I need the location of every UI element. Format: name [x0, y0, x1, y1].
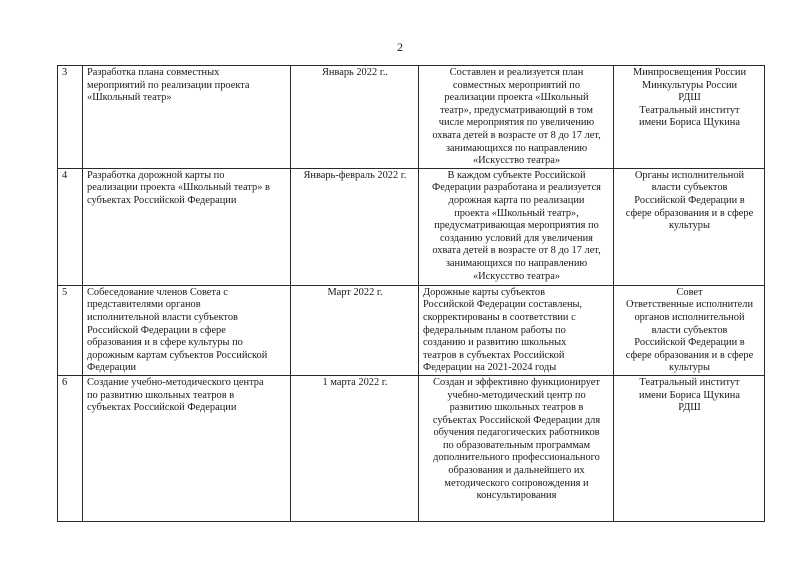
- result-text-line: проекта «Школьный театр»,: [454, 207, 579, 219]
- action-plan-table: [57, 65, 765, 522]
- task-text-line: Разработка дорожной карты по: [87, 169, 225, 181]
- row-number: 3: [62, 67, 68, 78]
- responsible-text-line: культуры: [669, 362, 710, 374]
- responsible-text-line: сфере образования и в сфере: [625, 349, 754, 361]
- table-row: [58, 168, 765, 285]
- result-text-line: учебно-методический центр по: [447, 389, 586, 401]
- responsible-text-line: Театральный институт: [639, 104, 740, 116]
- result-text-line: Федерации разработана и реализуется: [432, 182, 601, 194]
- result-text-line: Российской Федерации составлены,: [423, 299, 583, 311]
- result-cell: [419, 285, 614, 375]
- result-cell: [419, 375, 614, 521]
- deadline-text: Январь 2022 г..: [321, 67, 389, 78]
- result-text-line: созданию и развитию школьных: [423, 337, 567, 349]
- responsible-text-line: Театральный институт: [639, 376, 740, 388]
- row-number-cell: [58, 168, 83, 285]
- deadline-cell: [291, 168, 419, 285]
- deadline-cell: [291, 285, 419, 375]
- result-text-line: по образовательным программам: [442, 439, 591, 451]
- result-text-line: Составлен и реализуется план: [449, 67, 584, 78]
- task-text-line: Собеседование членов Совета с: [87, 286, 228, 298]
- task-text-line: Создание учебно-методического центра: [87, 376, 264, 388]
- task-text-line: Российской Федерации в сфере: [87, 324, 226, 336]
- responsible-text-line: РДШ: [678, 92, 701, 104]
- result-text-line: занимающихся по направлению: [445, 142, 588, 154]
- task-text-line: Разработка плана совместных: [87, 67, 220, 78]
- task-text-line: «Школьный театр»: [87, 92, 172, 104]
- task-text-line: дорожным картам субъектов Российской: [87, 349, 268, 361]
- row-number-cell: [58, 66, 83, 169]
- responsible-text-line: имени Бориса Щукина: [639, 117, 740, 129]
- page-number: 2: [397, 40, 403, 54]
- task-text-line: субъектах Российской Федерации: [87, 194, 237, 206]
- responsible-text-line: Органы исполнительной: [634, 169, 745, 181]
- responsible-text-line: Ответственные исполнители: [625, 299, 754, 311]
- result-text-line: театров в субъектах Российской: [423, 349, 565, 361]
- row-number: 4: [62, 169, 68, 181]
- responsible-text-line: сфере образования и в сфере: [625, 207, 754, 219]
- result-text-line: созданию условий для увеличения: [440, 232, 593, 244]
- responsible-text-line: власти субъектов: [651, 182, 728, 194]
- deadline-text: Март 2022 г.: [327, 286, 383, 298]
- task-cell: [83, 66, 291, 169]
- result-text-line: субъектах Российской Федерации для: [432, 414, 601, 426]
- result-text-line: числе мероприятия по увеличению: [438, 117, 595, 129]
- row-number: 6: [62, 376, 68, 388]
- result-text-line: федеральным планом работы по: [423, 324, 566, 336]
- row-number-cell: [58, 375, 83, 521]
- result-text-line: охвата детей в возрасте от 8 до 17 лет,: [432, 129, 601, 141]
- responsible-cell: [614, 375, 765, 521]
- responsible-text-line: имени Бориса Щукина: [639, 389, 740, 401]
- result-text-line: развитию школьных театров в: [449, 402, 584, 414]
- responsible-text-line: Минкультуры России: [641, 79, 738, 91]
- result-text-line: Дорожные карты субъектов: [423, 286, 545, 298]
- result-text-line: театр», предусматривающий в том: [440, 104, 593, 116]
- result-cell: [419, 168, 614, 285]
- result-text-line: консультирования: [476, 490, 557, 502]
- responsible-text-line: Российской Федерации в: [634, 194, 745, 206]
- task-text-line: представителями органов: [87, 299, 201, 311]
- responsible-cell: [614, 285, 765, 375]
- result-text-line: Создан и эффективно функционирует: [433, 376, 600, 388]
- responsible-text-line: Совет: [676, 286, 703, 298]
- task-text-line: субъектах Российской Федерации: [87, 402, 237, 414]
- result-text-line: Федерации на 2021-2024 годы: [423, 362, 557, 374]
- task-text-line: по развитию школьных театров в: [87, 389, 235, 401]
- responsible-text-line: культуры: [669, 220, 710, 232]
- result-text-line: скорректированы в соответствии с: [423, 311, 576, 323]
- result-text-line: обучения педагогических работников: [433, 427, 600, 439]
- table-row: [58, 285, 765, 375]
- responsible-text-line: Российской Федерации в: [634, 337, 745, 349]
- responsible-text-line: власти субъектов: [651, 324, 728, 336]
- result-text-line: совместных мероприятий по: [452, 79, 581, 91]
- responsible-text-line: РДШ: [678, 402, 701, 414]
- result-text-line: «Искусство театра»: [472, 155, 561, 167]
- responsible-text-line: Минпросвещения России: [632, 67, 747, 78]
- result-text-line: занимающихся по направлению: [445, 257, 588, 269]
- table-row: [58, 375, 765, 521]
- task-text-line: исполнительной власти субъектов: [87, 311, 238, 323]
- deadline-cell: [291, 375, 419, 521]
- task-text-line: реализации проекта «Школьный театр» в: [87, 182, 270, 194]
- task-cell: [83, 285, 291, 375]
- task-cell: [83, 168, 291, 285]
- result-text-line: образования и дальнейшего их: [448, 465, 585, 477]
- task-text-line: образования и в сфере культуры по: [87, 337, 243, 349]
- result-text-line: В каждом субъекте Российской: [447, 169, 586, 181]
- result-text-line: охвата детей в возрасте от 8 до 17 лет,: [432, 245, 601, 257]
- result-text-line: предусматривающая мероприятия по: [434, 220, 599, 232]
- task-cell: [83, 375, 291, 521]
- result-text-line: методического сопровождения и: [444, 477, 589, 489]
- responsible-cell: [614, 168, 765, 285]
- result-cell: [419, 66, 614, 169]
- result-text-line: дорожная карта по реализации: [448, 194, 585, 206]
- responsible-cell: [614, 66, 765, 169]
- deadline-text: 1 марта 2022 г.: [322, 376, 388, 388]
- result-text-line: реализации проекта «Школьный: [444, 92, 589, 104]
- deadline-cell: [291, 66, 419, 169]
- result-text-line: «Искусство театра»: [472, 270, 561, 282]
- row-number: 5: [62, 286, 68, 298]
- table-row: [58, 66, 765, 169]
- task-text-line: Федерации: [87, 362, 137, 374]
- deadline-text: Январь-февраль 2022 г.: [303, 169, 407, 181]
- task-text-line: мероприятий по реализации проекта: [87, 79, 250, 91]
- row-number-cell: [58, 285, 83, 375]
- responsible-text-line: органов исполнительной: [634, 311, 745, 323]
- result-text-line: дополнительного профессионального: [433, 452, 600, 464]
